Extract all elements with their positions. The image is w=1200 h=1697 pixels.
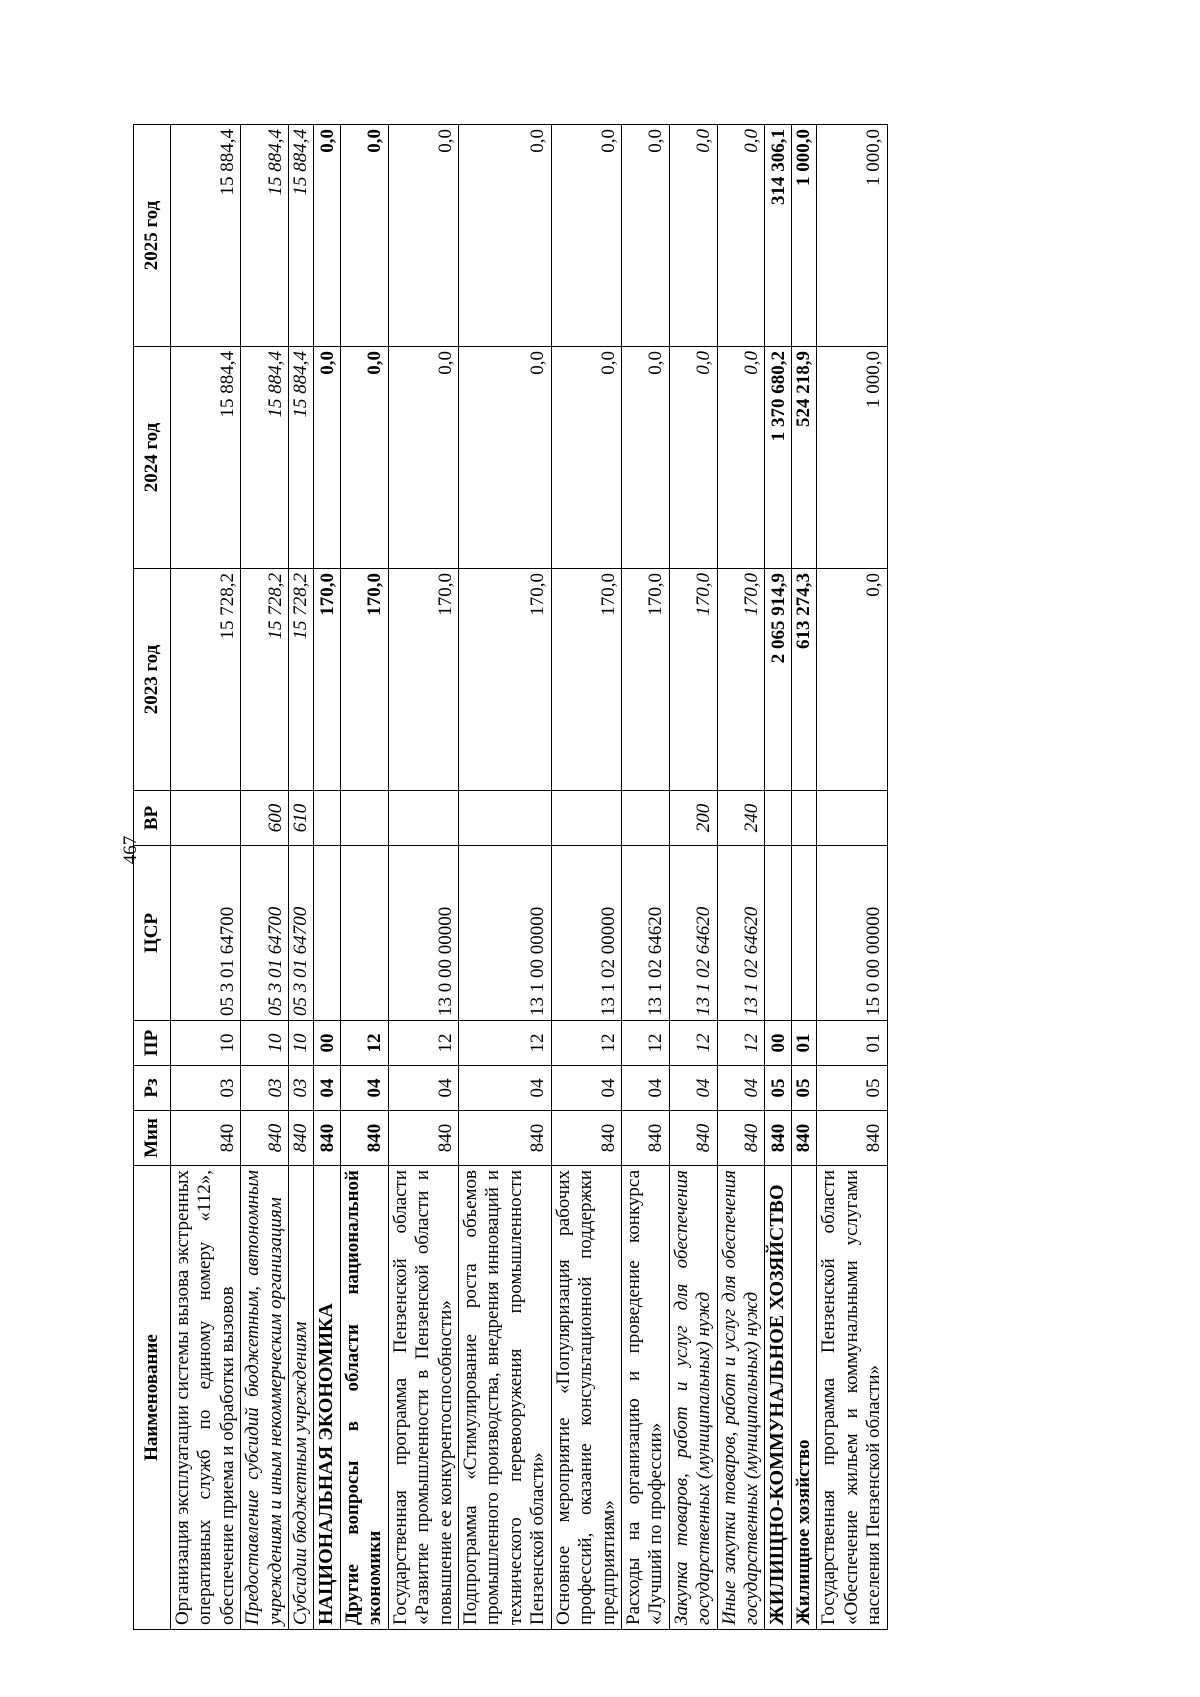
table-row	[314, 125, 341, 1630]
cell-2024: 1 000,0	[817, 347, 887, 569]
cell-min: 840	[717, 1111, 765, 1166]
cell-2025: 1 000,0	[791, 125, 816, 347]
cell-2023: 613 274,3	[791, 569, 816, 791]
cell-vr	[551, 791, 621, 846]
cell-min: 840	[341, 1111, 389, 1166]
cell-2023: 170,0	[459, 569, 552, 791]
cell-2025: 0,0	[459, 125, 552, 347]
cell-2025: 0,0	[388, 125, 458, 347]
cell-rz: 04	[314, 1066, 341, 1111]
header-2024: 2024 год	[134, 347, 171, 569]
cell-vr: 200	[669, 791, 717, 846]
cell-2025: 0,0	[717, 125, 765, 347]
cell-name: ЖИЛИЩНО-КОММУНАЛЬНОЕ ХОЗЯЙСТВО	[765, 1166, 792, 1630]
cell-name: Предоставление субсидий бюджетным, автономным учреждениям и иным некоммерческим организациям	[241, 1166, 289, 1630]
cell-csr	[314, 846, 341, 1021]
cell-pr: 10	[171, 1021, 241, 1066]
cell-name: Расходы на организацию и проведение конкурса «Лучший по профессии»	[621, 1166, 669, 1630]
cell-vr	[341, 791, 389, 846]
header-rz: Рз	[134, 1066, 171, 1111]
page-number: 467	[120, 835, 141, 865]
cell-min: 840	[314, 1111, 341, 1166]
cell-rz: 03	[171, 1066, 241, 1111]
cell-rz: 05	[765, 1066, 792, 1111]
cell-csr: 05 3 01 64700	[241, 846, 289, 1021]
table-row	[551, 125, 621, 1630]
cell-name: Основное мероприятие «Популяризация рабочих профессий, оказание консультационной поддержки предприятиям»	[551, 1166, 621, 1630]
cell-vr: 610	[289, 791, 314, 846]
table-row	[669, 125, 717, 1630]
cell-2024: 0,0	[459, 347, 552, 569]
cell-rz: 04	[621, 1066, 669, 1111]
cell-csr: 13 0 00 00000	[388, 846, 458, 1021]
cell-2025: 15 884,4	[241, 125, 289, 347]
rotated-budget-table-container	[133, 125, 1068, 1630]
cell-2023: 170,0	[669, 569, 717, 791]
cell-2024: 0,0	[669, 347, 717, 569]
cell-name: Закупка товаров, работ и услуг для обеспечения государственных (муниципальных) нужд	[669, 1166, 717, 1630]
cell-name: Государственная программа Пензенской области «Развитие промышленности в Пензенской области и повышение ее конкурентоспособности»	[388, 1166, 458, 1630]
cell-2024: 0,0	[388, 347, 458, 569]
cell-name: Иные закупки товаров, работ и услуг для обеспечения государственных (муниципальных) нужд	[717, 1166, 765, 1630]
cell-rz: 03	[289, 1066, 314, 1111]
cell-pr: 00	[765, 1021, 792, 1066]
cell-pr: 01	[817, 1021, 887, 1066]
table-row	[459, 125, 552, 1630]
cell-2023: 170,0	[717, 569, 765, 791]
header-2023: 2023 год	[134, 569, 171, 791]
cell-rz: 04	[341, 1066, 389, 1111]
header-2025: 2025 год	[134, 125, 171, 347]
cell-2025: 1 000,0	[817, 125, 887, 347]
cell-name: Организация эксплуатации системы вызова экстренных оперативных служб по единому номеру «112», обеспечение приема и обработки вызовов	[171, 1166, 241, 1630]
cell-vr	[621, 791, 669, 846]
cell-pr: 12	[621, 1021, 669, 1066]
cell-name: Субсидии бюджетным учреждениям	[289, 1166, 314, 1630]
cell-vr	[459, 791, 552, 846]
table-row	[341, 125, 389, 1630]
cell-csr: 15 0 00 00000	[817, 846, 887, 1021]
header-vr: ВР	[134, 791, 171, 846]
cell-2023: 170,0	[621, 569, 669, 791]
cell-csr: 05 3 01 64700	[289, 846, 314, 1021]
cell-name: НАЦИОНАЛЬНАЯ ЭКОНОМИКА	[314, 1166, 341, 1630]
cell-2024: 524 218,9	[791, 347, 816, 569]
header-csr: ЦСР	[134, 846, 171, 1021]
table-row	[717, 125, 765, 1630]
cell-rz: 04	[551, 1066, 621, 1111]
cell-vr: 600	[241, 791, 289, 846]
cell-2025: 15 884,4	[171, 125, 241, 347]
cell-pr: 12	[717, 1021, 765, 1066]
cell-rz: 03	[241, 1066, 289, 1111]
cell-pr: 12	[388, 1021, 458, 1066]
header-pr: ПР	[134, 1021, 171, 1066]
cell-pr: 12	[459, 1021, 552, 1066]
cell-min: 840	[241, 1111, 289, 1166]
cell-2023: 0,0	[817, 569, 887, 791]
budget-table	[133, 124, 888, 1630]
cell-min: 840	[669, 1111, 717, 1166]
cell-2024: 1 370 680,2	[765, 347, 792, 569]
cell-rz: 04	[388, 1066, 458, 1111]
cell-2025: 0,0	[314, 125, 341, 347]
cell-2023: 15 728,2	[171, 569, 241, 791]
cell-min: 840	[817, 1111, 887, 1166]
table-row	[817, 125, 887, 1630]
cell-vr	[791, 791, 816, 846]
table-row	[791, 125, 816, 1630]
table-row	[621, 125, 669, 1630]
cell-csr: 13 1 00 00000	[459, 846, 552, 1021]
table-row	[241, 125, 289, 1630]
cell-2024: 0,0	[551, 347, 621, 569]
cell-2024: 0,0	[717, 347, 765, 569]
cell-2025: 0,0	[341, 125, 389, 347]
cell-2025: 0,0	[551, 125, 621, 347]
cell-csr: 13 1 02 64620	[621, 846, 669, 1021]
cell-name: Жилищное хозяйство	[791, 1166, 816, 1630]
cell-vr	[817, 791, 887, 846]
cell-min: 840	[459, 1111, 552, 1166]
cell-min: 840	[551, 1111, 621, 1166]
cell-min: 840	[171, 1111, 241, 1166]
cell-name: Подпрограмма «Стимулирование роста объемов промышленного производства, внедрения инноваций и технического перевооружения промышленности Пензенской области»	[459, 1166, 552, 1630]
cell-rz: 04	[669, 1066, 717, 1111]
cell-vr	[388, 791, 458, 846]
cell-2025: 314 306,1	[765, 125, 792, 347]
cell-pr: 10	[241, 1021, 289, 1066]
cell-2024: 0,0	[621, 347, 669, 569]
cell-min: 840	[388, 1111, 458, 1166]
cell-vr	[765, 791, 792, 846]
cell-2023: 170,0	[314, 569, 341, 791]
header-name: Наименование	[134, 1166, 171, 1630]
cell-vr: 240	[717, 791, 765, 846]
table-row	[388, 125, 458, 1630]
cell-2023: 15 728,2	[289, 569, 314, 791]
cell-csr	[765, 846, 792, 1021]
cell-min: 840	[621, 1111, 669, 1166]
cell-2025: 0,0	[669, 125, 717, 347]
cell-vr	[171, 791, 241, 846]
cell-csr: 13 1 02 00000	[551, 846, 621, 1021]
cell-name: Другие вопросы в области национальной экономики	[341, 1166, 389, 1630]
cell-2023: 2 065 914,9	[765, 569, 792, 791]
table-body	[171, 125, 888, 1630]
cell-csr: 13 1 02 64620	[669, 846, 717, 1021]
cell-rz: 05	[817, 1066, 887, 1111]
cell-rz: 05	[791, 1066, 816, 1111]
cell-2025: 0,0	[621, 125, 669, 347]
cell-2023: 170,0	[341, 569, 389, 791]
cell-2023: 15 728,2	[241, 569, 289, 791]
cell-name: Государственная программа Пензенской области «Обеспечение жильем и коммунальными услугами населения Пензенской области»	[817, 1166, 887, 1630]
table-row	[171, 125, 241, 1630]
cell-2025: 15 884,4	[289, 125, 314, 347]
cell-csr	[791, 846, 816, 1021]
cell-pr: 12	[341, 1021, 389, 1066]
table-row	[289, 125, 314, 1630]
cell-pr: 00	[314, 1021, 341, 1066]
table-row	[765, 125, 792, 1630]
cell-pr: 01	[791, 1021, 816, 1066]
cell-2023: 170,0	[551, 569, 621, 791]
cell-min: 840	[289, 1111, 314, 1166]
cell-2024: 15 884,4	[171, 347, 241, 569]
cell-csr: 05 3 01 64700	[171, 846, 241, 1021]
cell-2024: 15 884,4	[289, 347, 314, 569]
cell-vr	[314, 791, 341, 846]
cell-2024: 15 884,4	[241, 347, 289, 569]
cell-pr: 10	[289, 1021, 314, 1066]
cell-pr: 12	[551, 1021, 621, 1066]
cell-pr: 12	[669, 1021, 717, 1066]
cell-rz: 04	[717, 1066, 765, 1111]
cell-rz: 04	[459, 1066, 552, 1111]
cell-min: 840	[765, 1111, 792, 1166]
table-header-row	[134, 125, 171, 1630]
cell-2023: 170,0	[388, 569, 458, 791]
cell-2024: 0,0	[341, 347, 389, 569]
cell-min: 840	[791, 1111, 816, 1166]
cell-2024: 0,0	[314, 347, 341, 569]
cell-csr: 13 1 02 64620	[717, 846, 765, 1021]
header-min: Мин	[134, 1111, 171, 1166]
cell-csr	[341, 846, 389, 1021]
